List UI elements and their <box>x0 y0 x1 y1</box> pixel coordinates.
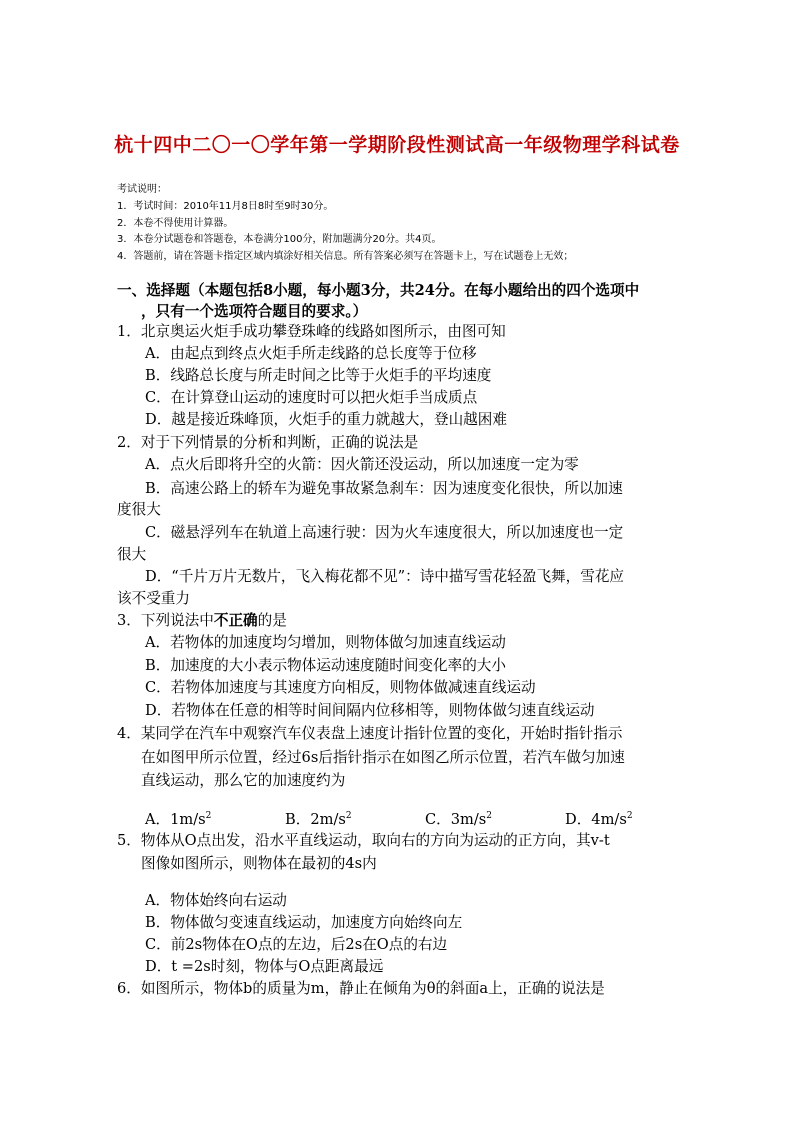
question-4-option-a-label: A．1m/s <box>145 811 206 828</box>
question-3-stem-pre: 3．下列说法中 <box>117 612 214 629</box>
question-4-option-b-label: B．2m/s <box>285 811 346 828</box>
question-1-stem: 1．北京奥运火炬手成功攀登珠峰的线路如图所示，由图可知 <box>117 323 506 340</box>
question-5-option-b: B．物体做匀变速直线运动，加速度方向始终向左 <box>145 914 463 931</box>
question-4-option-c <box>425 808 492 829</box>
question-3-option-b: B．加速度的大小表示物体运动速度随时间变化率的大小 <box>145 657 506 674</box>
question-3-stem-emphasis: 不正确 <box>213 612 258 629</box>
question-5-option-c: C．前2s物体在O点的左边，后2s在O点的右边 <box>145 936 448 953</box>
question-4-option-c-label: C．3m/s <box>425 811 487 828</box>
exponent: 2 <box>345 811 352 822</box>
question-3-stem-post: 的是 <box>257 612 287 629</box>
section-heading-cont: ，只有一个选项符合题目的要求。） <box>141 303 368 320</box>
instruction-item: 4．答题前，请在答题卡指定区域内填涂好相关信息。所有答案必须写在答题卡上，写在试题卷上无效； <box>117 251 574 263</box>
question-6-stem: 6．如图所示，物体b的质量为m，静止在倾角为θ的斜面a上，正确的说法是 <box>117 980 605 997</box>
exam-instructions <box>117 182 573 266</box>
question-4-option-a <box>145 808 211 829</box>
question-3-option-c: C．若物体加速度与其速度方向相反，则物体做减速直线运动 <box>145 679 536 696</box>
question-4-option-b <box>285 808 352 829</box>
question-2-option-d: D．“千片万片无数片，飞入梅花都不见”：诗中描写雪花轻盈飞舞，雪花应 <box>145 568 625 585</box>
question-3-stem <box>117 611 287 631</box>
question-4-stem-cont2: 直线运动，那么它的加速度约为 <box>141 772 346 789</box>
question-3-option-a: A．若物体的加速度均匀增加，则物体做匀加速直线运动 <box>145 634 506 651</box>
question-2-stem: 2．对于下列情景的分析和判断，正确的说法是 <box>117 434 419 451</box>
question-1-option-b: B．线路总长度与所走时间之比等于火炬手的平均速度 <box>145 367 492 384</box>
question-2-option-b-cont: 度很大 <box>117 501 161 518</box>
question-5-stem: 5．物体从O点出发，沿水平直线运动，取向右的方向为运动的正方向，其v-t <box>117 832 610 849</box>
question-1-option-d: D．越是接近珠峰顶，火炬手的重力就越大，登山越困难 <box>145 411 507 428</box>
instruction-item: 1．考试时间：2010年11月8日8时至9时30分。 <box>117 200 334 212</box>
question-2-option-b: B．高速公路上的轿车为避免事故紧急刹车：因为速度变化很快，所以加速 <box>145 480 623 497</box>
question-5-stem-cont: 图像如图所示，则物体在最初的4s内 <box>141 855 377 872</box>
question-4-stem-cont: 在如图甲所示位置，经过6s后指针指示在如图乙所示位置，若汽车做匀加速 <box>141 749 625 766</box>
exponent: 2 <box>626 811 633 822</box>
instruction-item: 2．本卷不得使用计算器。 <box>117 217 234 229</box>
exponent: 2 <box>486 811 493 822</box>
section-heading: 一、选择题（本题包括8小题，每小题3分，共24分。在每小题给出的四个选项中 <box>117 282 640 299</box>
question-5-option-a: A．物体始终向右运动 <box>145 892 287 909</box>
question-5-option-d: D．t =2s时刻，物体与O点距离最远 <box>145 958 384 975</box>
question-1-option-a: A．由起点到终点火炬手所走线路的总长度等于位移 <box>145 345 477 362</box>
exponent: 2 <box>205 811 212 822</box>
question-4-stem: 4．某同学在汽车中观察汽车仪表盘上速度计指针位置的变化，开始时指针指示 <box>117 725 623 742</box>
exam-title: 杭十四中二〇一〇学年第一学期阶段性测试高一年级物理学科试卷 <box>114 134 680 156</box>
instruction-item: 3．本卷分试题卷和答题卷，本卷满分100分，附加题满分20分。共4页。 <box>117 234 442 246</box>
question-2-option-c-cont: 很大 <box>117 546 147 563</box>
instructions-heading: 考试说明： <box>117 184 167 195</box>
question-2-option-d-cont: 该不受重力 <box>117 590 190 607</box>
question-4-option-d-label: D．4m/s <box>565 811 627 828</box>
question-2-option-c: C．磁悬浮列车在轨道上高速行驶：因为火车速度很大，所以加速度也一定 <box>145 524 624 541</box>
question-1-option-c: C．在计算登山运动的速度时可以把火炬手当成质点 <box>145 389 478 406</box>
question-4-option-d <box>565 808 633 829</box>
question-2-option-a: A．点火后即将升空的火箭：因火箭还没运动，所以加速度一定为零 <box>145 456 579 473</box>
question-3-option-d: D．若物体在任意的相等时间间隔内位移相等，则物体做匀速直线运动 <box>145 702 595 719</box>
